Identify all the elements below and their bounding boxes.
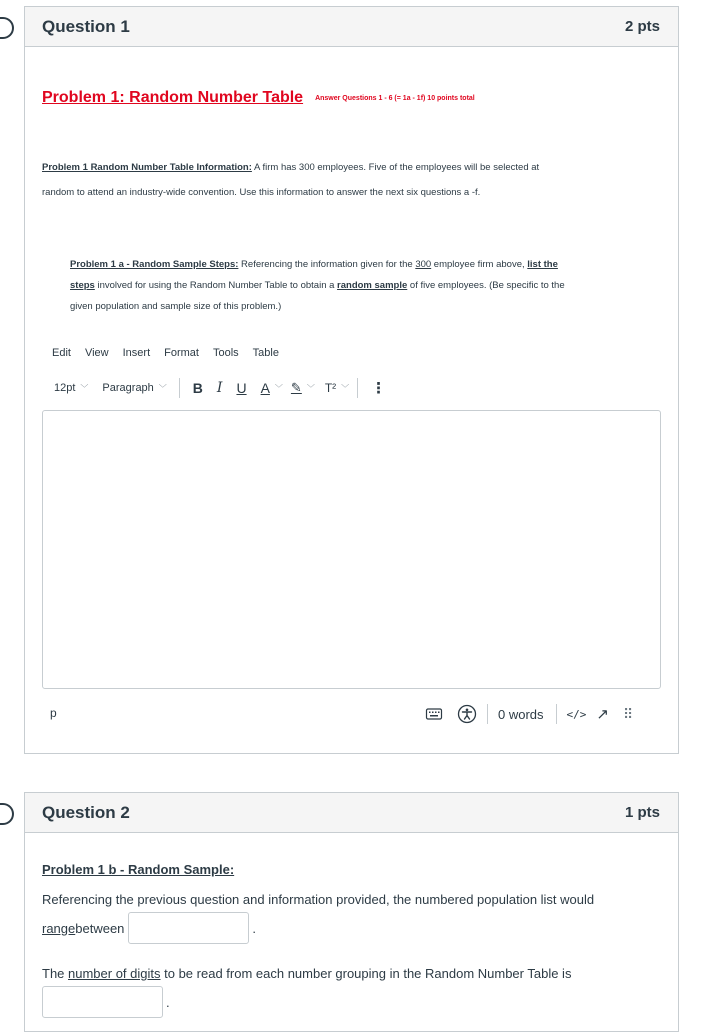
question-1-card <box>24 6 679 754</box>
bold-button[interactable]: B <box>192 380 203 396</box>
menu-format[interactable]: Format <box>164 347 199 359</box>
highlight-icon: ✎ <box>290 380 302 395</box>
status-divider <box>556 704 557 724</box>
para1-range: range <box>42 920 76 936</box>
problem-heading: Problem 1: Random Number Table <box>42 89 304 106</box>
range-answer-input[interactable] <box>128 912 249 944</box>
para1-between: between <box>75 920 125 936</box>
question-2-para2 <box>42 966 571 981</box>
step-300: 300 <box>415 259 432 270</box>
fullscreen-icon[interactable]: ↗ <box>596 706 609 723</box>
step-label: Problem 1 a - Random Sample Steps: <box>70 259 239 270</box>
para2-period: . <box>166 994 170 1010</box>
chevron-down-icon: ﹀ <box>80 383 89 393</box>
step-text: of five employees. (Be specific to the <box>407 280 565 291</box>
chevron-down-icon: ﹀ <box>306 383 315 393</box>
question-2-title: Question 2 <box>42 802 130 822</box>
step-instructions <box>70 254 660 317</box>
html-editor-toggle[interactable]: </> <box>566 707 587 721</box>
para2-number-of-digits: number of digits <box>68 966 161 981</box>
question-2-flag[interactable] <box>0 803 14 825</box>
para1-line1: Referencing the previous question and information provided, the numbered population list would <box>42 892 595 907</box>
more-options-icon[interactable]: ⋮ <box>371 380 387 397</box>
editor-menubar <box>52 347 279 359</box>
toolbar-divider <box>357 378 358 398</box>
status-divider <box>487 704 488 724</box>
question-1-flag[interactable] <box>0 17 14 39</box>
superscript-button[interactable] <box>325 381 349 395</box>
rich-text-editor-area[interactable] <box>42 410 661 689</box>
text-color-button[interactable] <box>254 380 283 396</box>
question-1-points: 2 pts <box>624 18 660 35</box>
editor-statusbar <box>425 703 633 725</box>
problem-info <box>42 155 662 205</box>
problem-note: Answer Questions 1 - 6 (= 1a - 1f) 10 points total <box>315 95 475 102</box>
menu-table[interactable]: Table <box>252 347 279 359</box>
info-text-line1: A firm has 300 employees. Five of the employees will be selected at <box>254 162 540 173</box>
para2-the: The <box>42 966 69 981</box>
text-color-icon: A <box>260 380 270 396</box>
highlight-button[interactable] <box>291 380 315 396</box>
chevron-down-icon: ﹀ <box>341 383 350 393</box>
italic-button[interactable]: I <box>216 380 223 396</box>
para2-rest: to be read from each number grouping in the Random Number Table is <box>160 966 572 981</box>
menu-insert[interactable]: Insert <box>122 347 151 359</box>
question-1-title: Question 1 <box>42 16 130 36</box>
accessibility-checker-icon[interactable] <box>457 704 477 724</box>
block-format-value: Paragraph <box>102 382 154 394</box>
chevron-down-icon: ﹀ <box>158 383 167 393</box>
resize-handle-icon[interactable]: ⠿ <box>622 705 634 722</box>
problem-heading-row <box>42 89 475 107</box>
editor-toolbar <box>54 376 393 400</box>
question-1-header <box>25 7 678 47</box>
question-2-para1 <box>42 892 594 907</box>
editor-path[interactable]: p <box>50 706 57 720</box>
info-text-line2: random to attend an industry-wide convention. Use this information to answer the next six questions a -f. <box>42 187 481 198</box>
digits-answer-input[interactable] <box>42 986 163 1018</box>
step-text: Referencing the information given for the <box>238 259 416 270</box>
menu-view[interactable]: View <box>84 347 109 359</box>
menu-tools[interactable]: Tools <box>212 347 239 359</box>
info-label: Problem 1 Random Number Table Information: <box>42 162 252 173</box>
step-text-line3: given population and sample size of this problem.) <box>70 301 282 312</box>
font-size-select[interactable] <box>54 382 88 394</box>
step-text: employee firm above, <box>431 259 528 270</box>
question-2-heading: Problem 1 b - Random Sample: <box>42 862 235 877</box>
toolbar-divider <box>179 378 180 398</box>
word-count[interactable]: 0 words <box>498 706 544 722</box>
question-2-card <box>24 792 679 1032</box>
step-steps: steps <box>70 280 95 291</box>
superscript-icon: T² <box>324 381 337 395</box>
para1-period: . <box>252 920 257 936</box>
chevron-down-icon: ﹀ <box>274 383 283 393</box>
question-2-header <box>25 793 678 833</box>
step-random-sample: random sample <box>337 280 408 291</box>
underline-button[interactable]: U <box>236 380 247 396</box>
step-text: involved for using the Random Number Table to obtain a <box>94 280 338 291</box>
step-list-the: list the <box>527 259 558 270</box>
question-2-para2-line2 <box>42 986 170 1018</box>
question-2-para1-line2 <box>42 912 256 944</box>
block-format-select[interactable] <box>102 382 166 394</box>
question-2-points: 1 pts <box>624 804 660 821</box>
keyboard-shortcuts-icon[interactable] <box>425 705 443 723</box>
menu-edit[interactable]: Edit <box>52 347 71 359</box>
font-size-value: 12pt <box>54 382 76 394</box>
